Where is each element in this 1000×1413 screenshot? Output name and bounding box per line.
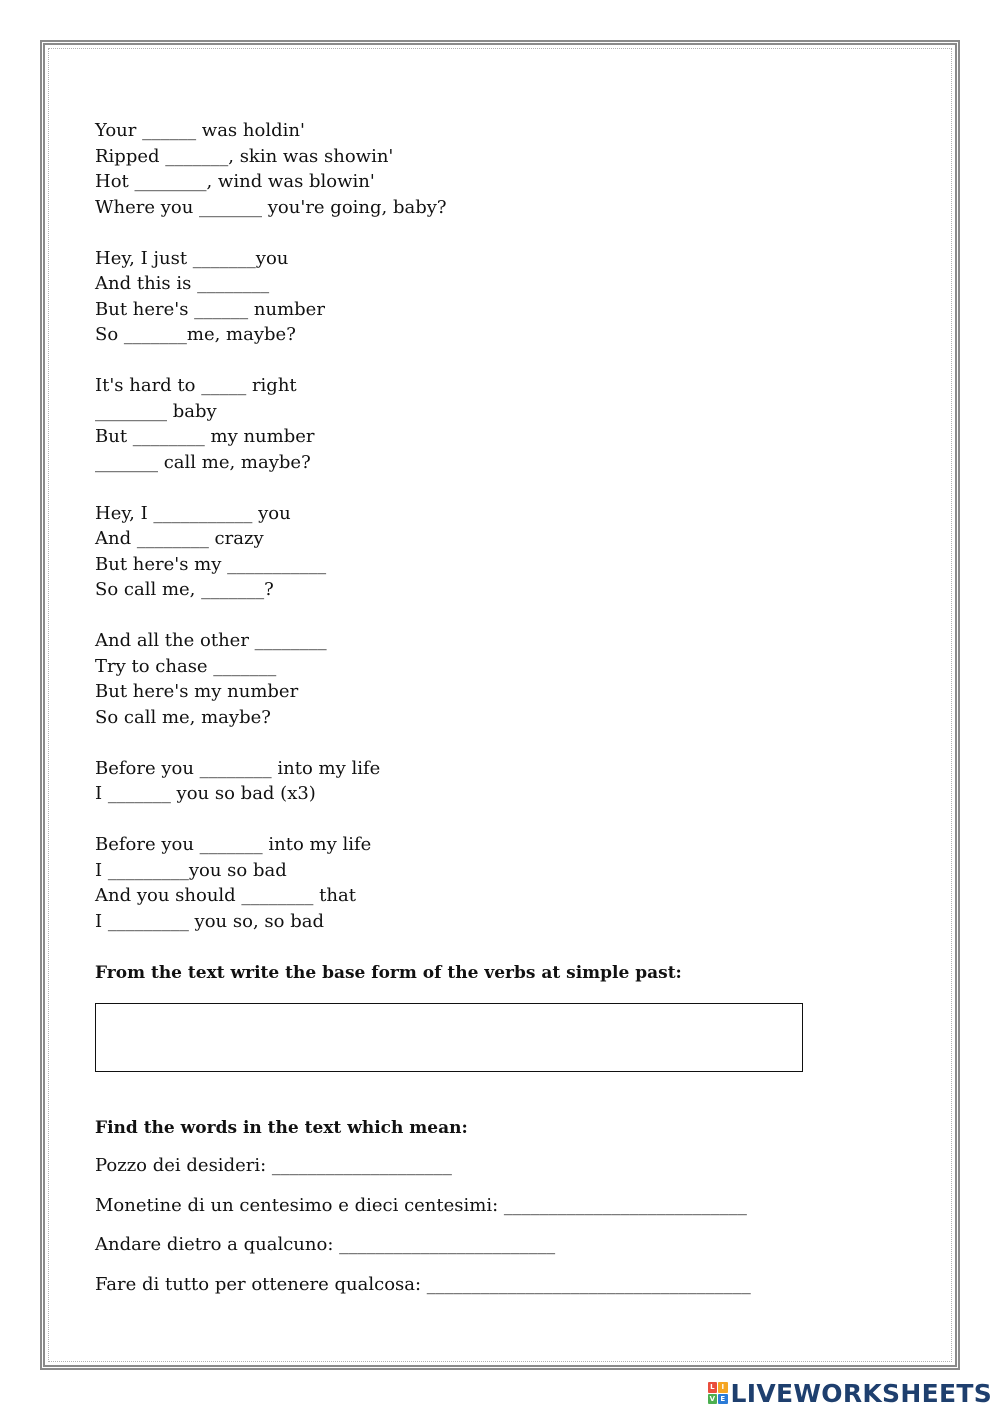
lyric-line: I _________ you so, so bad (95, 910, 324, 932)
logo-badge-icon (708, 1382, 728, 1404)
meaning-item: Pozzo dei desideri: ____________________ (95, 1155, 452, 1176)
lyric-line: So call me, _______? (95, 579, 274, 600)
lyric-line: So call me, maybe? (95, 706, 271, 728)
badge-letter: V (708, 1394, 718, 1405)
lyric-line: But here's my ___________ (95, 553, 327, 575)
lyric-line: Hot ________, wind was blowin' (95, 171, 375, 192)
lyric-line: So _______me, maybe? (95, 324, 296, 345)
meaning-item: Andare dietro a qualcuno: ________________________ (95, 1234, 556, 1255)
lyric-line: Hey, I just _______you (95, 247, 289, 269)
liveworksheets-logo (708, 1377, 992, 1409)
past-verbs-answer-box[interactable] (95, 1003, 803, 1072)
stanza (95, 246, 875, 348)
meaning-item: Fare di tutto per ottenere qualcosa: ____________________________________ (95, 1273, 751, 1295)
stanza (95, 373, 875, 475)
lyric-line: I _________you so bad (95, 859, 287, 881)
stanza (95, 832, 875, 934)
meaning-item: Monetine di un centesimo e dieci centesimi: ___________________________ (95, 1194, 747, 1216)
lyric-line: But ________ my number (95, 426, 315, 447)
lyric-line: And you should ________ that (95, 885, 356, 906)
badge-letter: I (718, 1382, 728, 1393)
lyric-line: Before you ________ into my life (95, 757, 381, 779)
lyric-line: ________ baby (95, 400, 217, 422)
exercise-past-verbs-title: From the text write the base form of the verbs at simple past: (95, 963, 682, 983)
lyric-line: Before you _______ into my life (95, 834, 372, 855)
lyric-line: And this is ________ (95, 273, 270, 294)
lyric-line: Your ______ was holdin' (95, 120, 305, 141)
stanza (95, 501, 875, 603)
lyric-line: _______ call me, maybe? (95, 451, 311, 473)
stanza (95, 628, 875, 730)
lyric-line: Hey, I ___________ you (95, 502, 291, 524)
song-lyrics (95, 118, 875, 960)
lyric-line: I _______ you so bad (x3) (95, 783, 316, 804)
lyric-line: Try to chase _______ (95, 655, 277, 677)
lyric-line: And ________ crazy (95, 528, 264, 549)
logo-text: LIVEWORKSHEETS (730, 1378, 992, 1408)
lyric-line: And all the other ________ (95, 630, 327, 651)
stanza (95, 756, 875, 807)
badge-letter: L (708, 1382, 718, 1393)
exercise-meanings-title: Find the words in the text which mean: (95, 1118, 468, 1138)
lyric-line: Where you _______ you're going, baby? (95, 196, 447, 218)
lyric-line: But here's my number (95, 681, 299, 702)
stanza (95, 118, 875, 220)
lyric-line: It's hard to _____ right (95, 375, 297, 396)
lyric-line: Ripped _______, skin was showin' (95, 145, 394, 167)
badge-letter: E (718, 1394, 728, 1405)
lyric-line: But here's ______ number (95, 298, 325, 320)
meanings-list (95, 1153, 875, 1311)
